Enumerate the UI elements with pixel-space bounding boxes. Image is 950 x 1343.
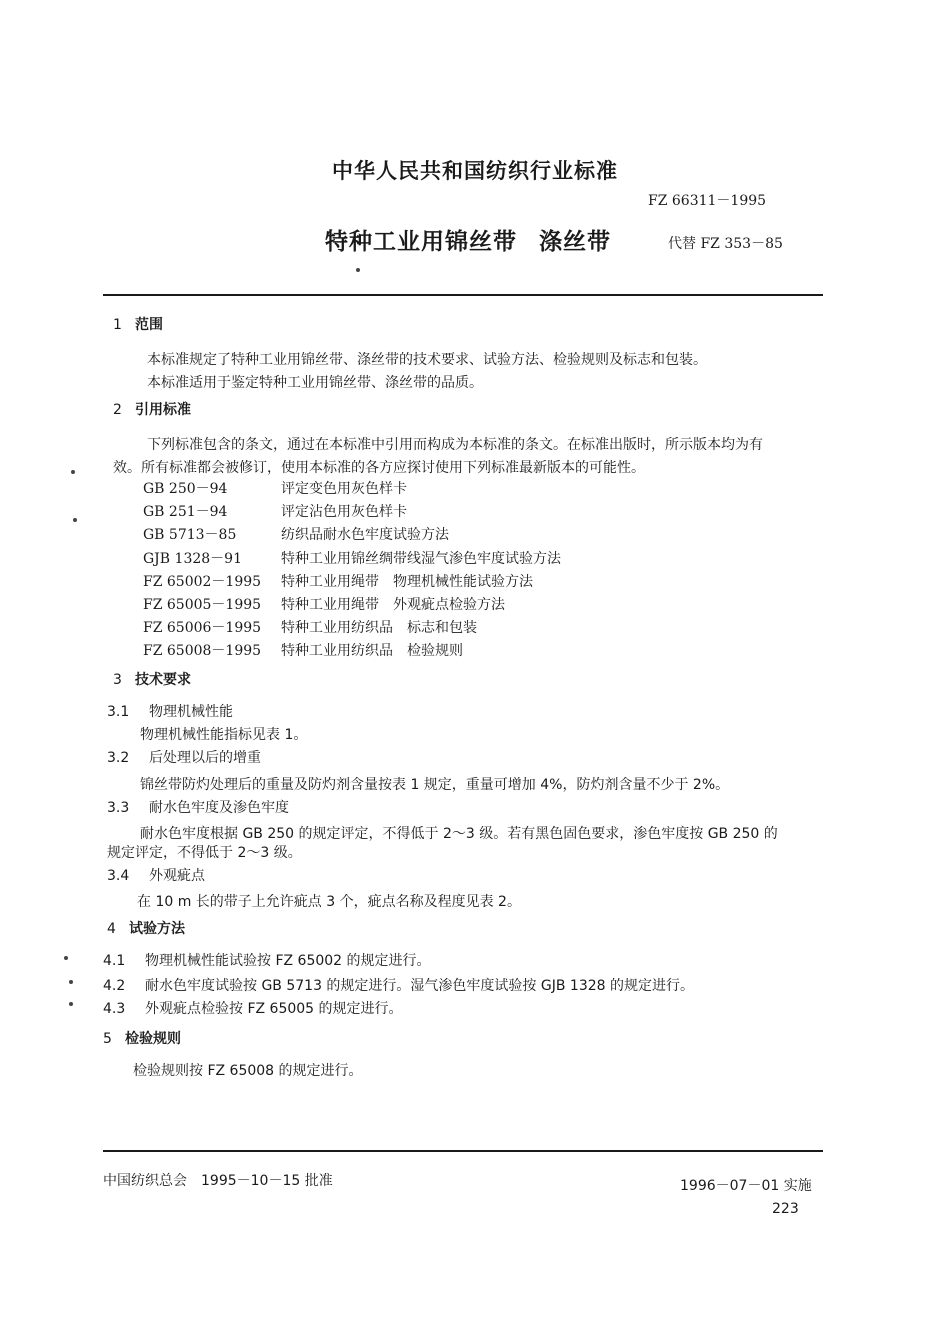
section-3-heading: 3 技术要求 <box>113 672 191 688</box>
section-5-heading: 5 检验规则 <box>103 1031 181 1047</box>
document-title-part1: 特种工业用锦丝带 <box>325 229 517 255</box>
scan-speck <box>73 518 77 522</box>
scan-speck <box>64 956 68 960</box>
section-3-4-paragraph: 在 10 m 长的带子上允许疵点 3 个，疵点名称及程度见表 2。 <box>137 894 521 910</box>
section-3-3-paragraph-line-1: 耐水色牢度根据 GB 250 的规定评定，不得低于 2～3 级。若有黑色固色要求，渗色牢度按 GB 250 的 <box>140 826 778 842</box>
section-3-2-heading: 3.2 后处理以后的增重 <box>107 750 261 766</box>
scan-speck <box>69 1002 73 1006</box>
section-1-paragraph-2: 本标准适用于鉴定特种工业用锦丝带、涤丝带的品质。 <box>147 375 483 391</box>
section-4-heading: 4 试验方法 <box>107 921 185 937</box>
page-number: 223 <box>772 1201 799 1217</box>
scan-speck <box>71 470 75 474</box>
reference-item: GB 5713－85 纺织品耐水色牢度试验方法 <box>143 527 449 543</box>
scan-speck <box>69 980 73 984</box>
reference-item: FZ 65002－1995 特种工业用绳带 物理机械性能试验方法 <box>143 574 533 590</box>
footer-divider <box>103 1150 823 1152</box>
section-3-4-heading: 3.4 外观疵点 <box>107 868 205 884</box>
replaces-standard: 代替 FZ 353－85 <box>668 236 783 252</box>
document-title <box>325 223 611 256</box>
reference-item: GB 251－94 评定沾色用灰色样卡 <box>143 504 407 520</box>
section-4-item: 4.3 外观疵点检验按 FZ 65005 的规定进行。 <box>103 1001 403 1017</box>
reference-item: GJB 1328－91 特种工业用锦丝绸带线湿气渗色牢度试验方法 <box>143 551 561 567</box>
approval-line: 中国纺织总会 1995－10－15 批准 <box>103 1173 333 1189</box>
section-3-3-heading: 3.3 耐水色牢度及渗色牢度 <box>107 800 289 816</box>
section-3-3-paragraph-line-2: 规定评定，不得低于 2～3 级。 <box>107 845 302 861</box>
org-title: 中华人民共和国纺织行业标准 <box>332 159 618 183</box>
section-3-1-paragraph: 物理机械性能指标见表 1。 <box>140 727 308 743</box>
section-4-item: 4.1 物理机械性能试验按 FZ 65002 的规定进行。 <box>103 953 431 969</box>
section-1-heading: 1 范围 <box>113 317 163 333</box>
section-2-paragraph-line-1: 下列标准包含的条文，通过在本标准中引用而构成为本标准的条文。在标准出版时，所示版本均为有 <box>147 437 763 453</box>
section-5-paragraph: 检验规则按 FZ 65008 的规定进行。 <box>133 1063 363 1079</box>
reference-item: FZ 65008－1995 特种工业用纺织品 检验规则 <box>143 643 463 659</box>
section-1-paragraph-1: 本标准规定了特种工业用锦丝带、涤丝带的技术要求、试验方法、检验规则及标志和包装。 <box>147 352 707 368</box>
reference-item: FZ 65005－1995 特种工业用绳带 外观疵点检验方法 <box>143 597 505 613</box>
section-3-1-heading: 3.1 物理机械性能 <box>107 704 233 720</box>
reference-item: GB 250－94 评定变色用灰色样卡 <box>143 481 407 497</box>
section-2-heading: 2 引用标准 <box>113 402 191 418</box>
reference-item: FZ 65006－1995 特种工业用纺织品 标志和包装 <box>143 620 477 636</box>
standard-code: FZ 66311－1995 <box>648 193 767 209</box>
section-3-2-paragraph: 锦丝带防灼处理后的重量及防灼剂含量按表 1 规定，重量可增加 4%，防灼剂含量不少于 2%。 <box>140 777 730 793</box>
effective-date: 1996－07－01 实施 <box>680 1178 812 1194</box>
header-divider <box>103 294 823 296</box>
document-title-part2: 涤丝带 <box>539 229 611 255</box>
scan-speck <box>356 268 360 272</box>
section-4-item: 4.2 耐水色牢度试验按 GB 5713 的规定进行。湿气渗色牢度试验按 GJB 1328 的规定进行。 <box>103 978 694 994</box>
section-2-paragraph-line-2: 效。所有标准都会被修订，使用本标准的各方应探讨使用下列标准最新版本的可能性。 <box>113 460 645 476</box>
